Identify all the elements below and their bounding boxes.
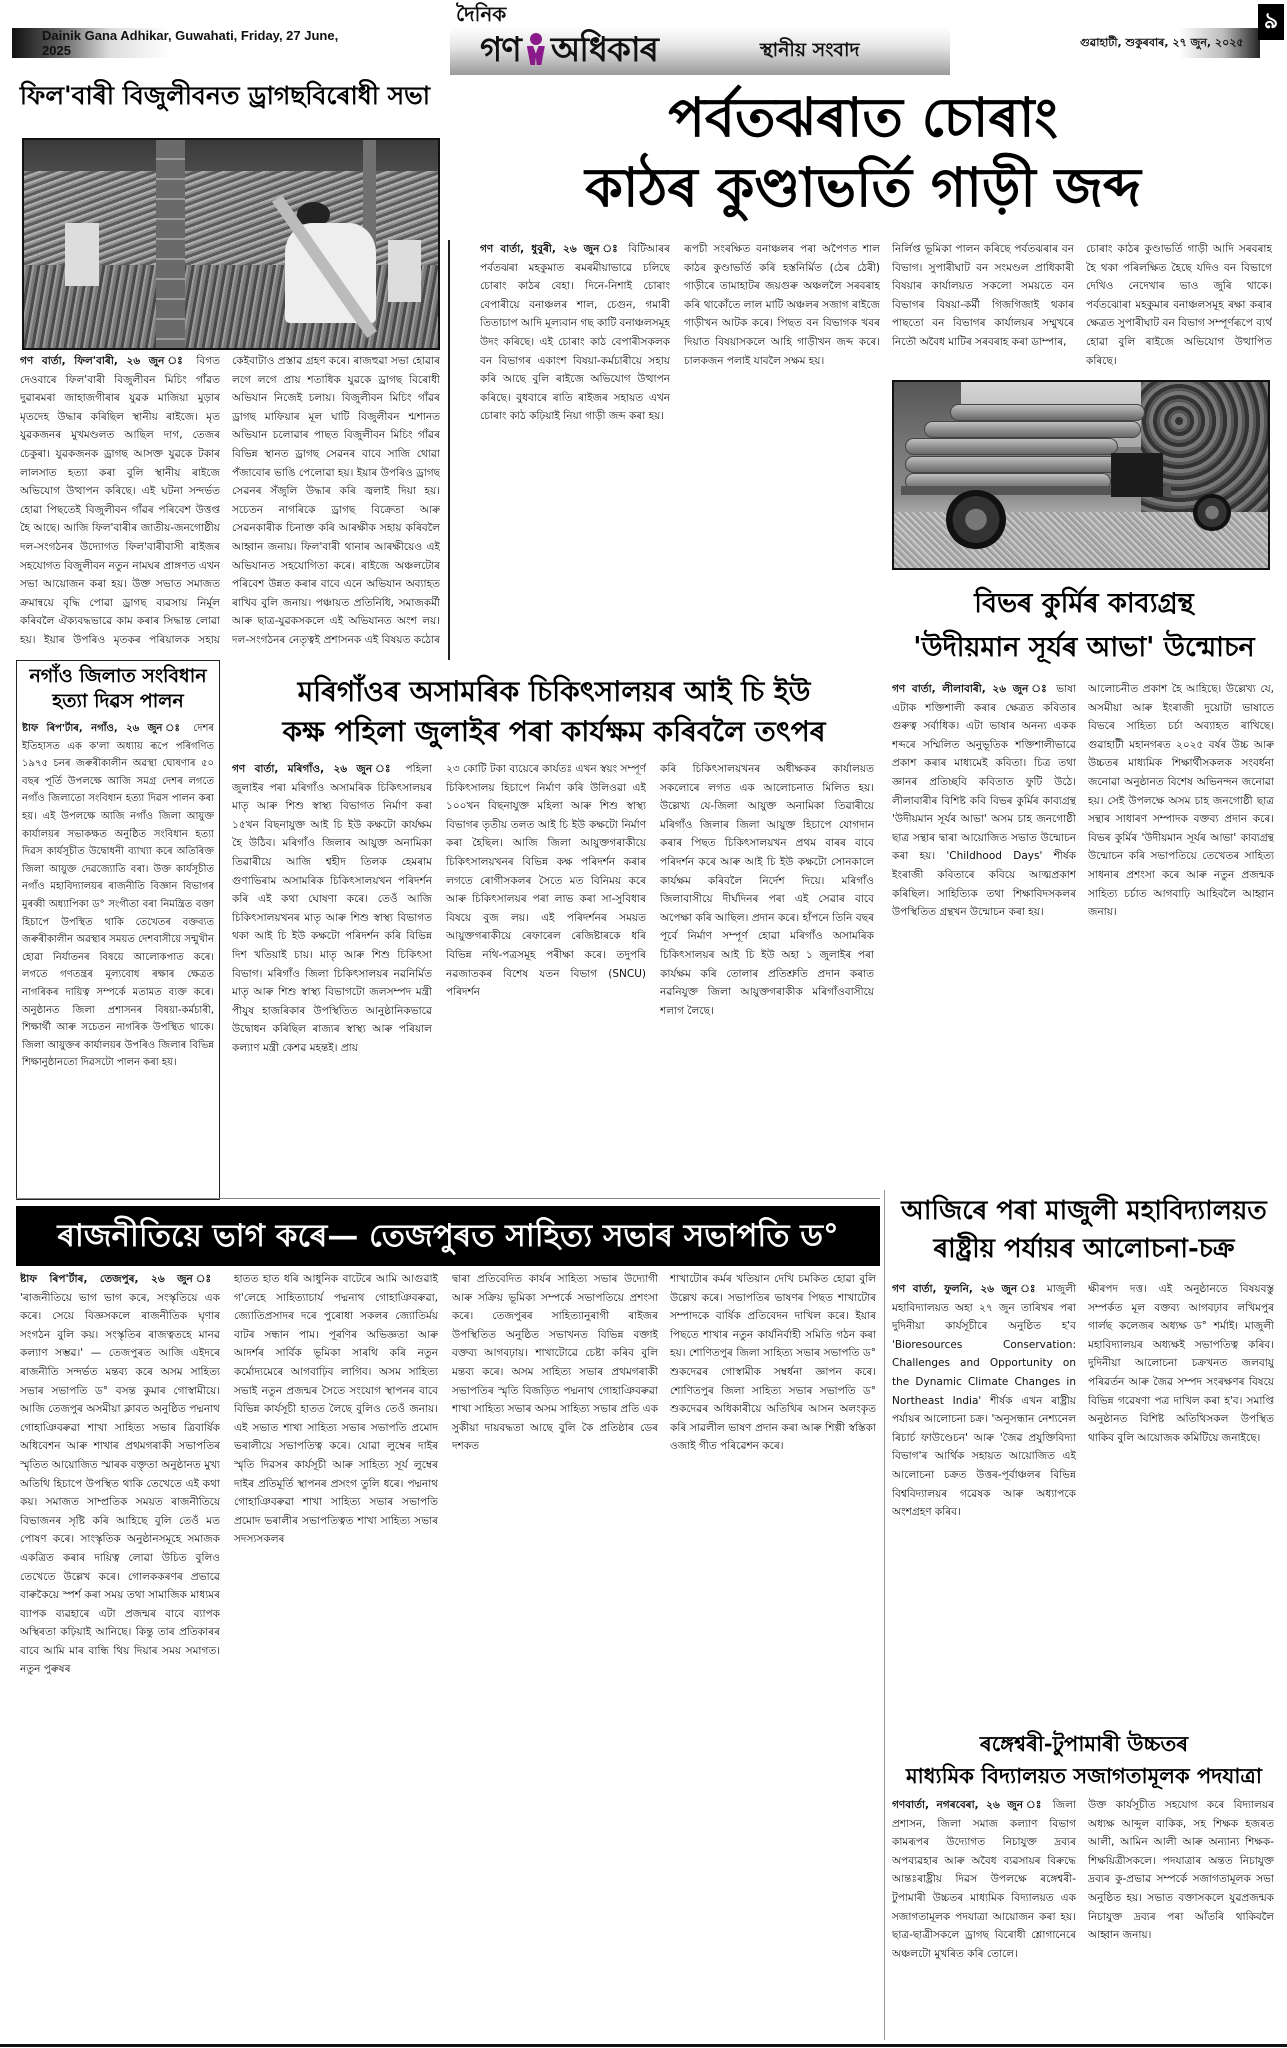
rangeshwari-col-2 (1088, 1796, 1274, 2040)
rangeshwari-headline-line-1: ৰঙ্গেশ্বৰী-টুপামাৰী উচ্চতৰ (979, 1731, 1189, 1756)
page-number: ৯ (1258, 4, 1284, 40)
timber-dateline: গণ বাৰ্তা, ধুবুৰী, ২৬ জুন ঃ (480, 243, 629, 255)
masthead (0, 0, 1287, 70)
drug-meeting-dateline: গণ বাৰ্তা, ফিল'বাৰী, ২৬ জুন ঃ (20, 355, 197, 367)
poetry-book-headline-line-2: 'উদীয়মান সূৰ্যৰ আভা' উন্মোচন (913, 632, 1255, 663)
timber-headline (448, 82, 1278, 222)
tezpur-dateline: ষ্টাফ ৰিপ'ৰ্টাৰ, তেজপুৰ, ২৬ জুন ঃ (20, 1273, 220, 1285)
majuli-seminar-headline (888, 1192, 1280, 1268)
column-divider (884, 1190, 885, 2040)
icu-text-1: পহিলা জুলাইৰ পৰা মৰিগাঁও অসামৰিক চিকিৎসালয়ৰ মাতৃ আৰু শিশু স্বাস্থ্য বিভাগত নিৰ্মাণ কৰা ১৫খন বিছনাযুক্ত আই চি ইউ কক্ষটো কাৰ্যক্ষম হৈ উঠিব। মৰিগাঁও জিলাৰ আয়ুক্ত অনামিকা তিৱাৰীয়ে আজি শ্বহীদ তিলক হেমৰাম গুণাভিৰাম অসামৰিক চিকিৎসালয়খন পৰিদৰ্শন কৰি এই কথা ঘোষণা কৰে। তেওঁ আজি চিকিৎসালয়খনৰ মাতৃ আৰু শিশু স্বাস্থ্য বিভাগত থকা আই চি ইউ কক্ষটো পৰিদৰ্শন কৰি বিভিন্ন দিশ খতিয়াই চায়। মাতৃ আৰু শিশু চিকিৎসা বিভাগ। মৰিগাঁও জিলা চিকিৎসালয়ৰ নৱনিৰ্মিত মাতৃ আৰু শিশু স্বাস্থ্য বিভাগটো জলসম্পদ মন্ত্ৰী পীযুষ হাজৰিকাৰ উপস্থিতিত আনুষ্ঠানিকভাৱে উদ্বোধন কৰিছিল ৰাজ্যৰ স্বাস্থ্য আৰু পৰিয়াল কল্যাণ মন্ত্ৰী কেশৱ মহন্তই। প্ৰায় (232, 763, 432, 1054)
daily-label: দৈনিক (456, 2, 507, 26)
poetry-book-headline-line-1: বিভৰ কুৰ্মিৰ কাব্যগ্ৰন্থ (974, 588, 1194, 619)
majuli-seminar-col-1 (892, 1280, 1076, 1720)
rangeshwari-headline-line-2: মাধ্যমিক বিদ্যালয়ত সজাগতামূলক পদযাত্ৰা (906, 1763, 1262, 1788)
timber-text-2: ৰূপচী সংৰক্ষিত বনাঞ্চলৰ পৰা অপৈণত শাল কাঠৰ কুণ্ডাভৰ্তি কৰি হস্তনিৰ্মিত (ঠেৰ ঠেৰী) গাড়ীৰে তামাহাটৰ জয়গুৰু অঞ্চললৈ সৰবৰাহ কৰি থাকোঁতে লাল মাটি অঞ্চলৰ সজাগ ৰাইজে গাড়ীখন আটক কৰে। পিছত বন বিভাগক খবৰ দিয়াত বিষয়াসকলে আহি গাড়ীখন জব্দ কৰে। চালকজন পলাই যাবলৈ সক্ষম হয়। (684, 243, 880, 367)
tezpur-headline: ৰাজনীতিয়ে ভাগ কৰে— তেজপুৰত সাহিত্য সভাৰ সভাপতি ড° গোস্বামী (57, 1218, 839, 1314)
poetry-book-dateline: গণ বাৰ্তা, লীলাবাৰী, ২৬ জুন ঃ (892, 683, 1057, 695)
timber-text-3: নিৰ্লিপ্ত ভূমিকা পালন কৰিছে পৰ্বতঝৰাৰ বন বিভাগ। সুপাৰীঘাট বন সংমণ্ডল প্ৰাধিকাৰী বিষয়াৰ কাৰ্যালয়ত সকলো সময়তে বন বিভাগৰ বিষয়া-কৰ্মী গিজগিজাই থকাৰ পাছতো বন বিভাগৰ কাৰ্যালয়ৰ সম্মুখৰে নিতৌ অবৈধ মাটিৰ সৰবৰাহ কৰা ডাম্পাৰ, (892, 243, 1074, 348)
majuli-seminar-col-2 (1088, 1280, 1274, 1720)
section-title: স্থানীয় সংবাদ (760, 39, 860, 61)
majuli-seminar-text-2: ক্ষীৰপদ দত্ত। এই অনুষ্ঠানতে বিষয়বস্তু সম্পৰ্কত মূল বক্তব্য আগবঢ়াব লখিমপুৰ গাৰ্লছ কলেজৰ অধ্যক্ষ ড° শৰ্মাই। মাজুলী মহাবিদ্যালয়ৰ অধ্যক্ষই সভাপতিত্ব কৰিব। দুদিনীয়া আলোচনা চক্ৰখনত জলবায়ু পৰিৱৰ্তন আৰু জৈৱ সম্পদ সংৰক্ষণৰ বিষয়ে বিভিন্ন গৱেষণা পত্ৰ দাখিল কৰা হ'ব। সমাপ্তি অনুষ্ঠানত বিশিষ্ট অতিথিসকল উপস্থিত থাকিব বুলি আয়োজক কমিটিয়ে জনাইছে। (1088, 1283, 1274, 1444)
icu-col-2 (446, 760, 646, 1200)
tezpur-col-4 (670, 1270, 876, 2040)
poetry-book-col-2 (1088, 680, 1274, 1180)
timber-text-4: চোৰাং কাঠৰ কুণ্ডাভৰ্তি গাড়ী আদি সৰবৰাহ হৈ থকা পৰিলক্ষিত হৈছে যদিও বন বিভাগে দেখিও নেদেখাৰ ভাও জুৰি থাকে। পৰ্বতঝোৰা মহকুমাৰ বনাঞ্চলসমূহ ৰক্ষা কৰাৰ ক্ষেত্ৰত সুপাৰীঘাট বন বিভাগ সম্পূৰ্ণৰূপে ব্যৰ্থ হোৱা বুলি ৰাইজে অভিযোগ উত্থাপিত কৰিছে। (1086, 243, 1272, 367)
column-divider (448, 240, 450, 660)
tezpur-col-3 (452, 1270, 658, 2040)
newspaper-logo (480, 30, 658, 70)
masthead-english-dateline: Dainik Gana Adhikar, Guwahati, Friday, 27 June, 2025 (42, 28, 339, 58)
tezpur-text-1: 'ৰাজনীতিয়ে ভাগ ভাগ কৰে, সংস্কৃতিয়ে এক কৰে। সেয়ে বিজ্ঞসকলে ৰাজনীতিক ঘৃণাৰ সংগঠন বুলি কয়। সংস্কৃতিৰ ৰাজত্বতহে মানৱ কল্যাণ সম্ভৱ।' — তেজপুৰত আজি এইদৰে ৰাজনীতি সন্দৰ্ভত মন্তব্য কৰে অসম সাহিত্য সভাৰ সভাপতি ড° বসন্ত কুমাৰ গোস্বামীয়ে। আজি তেজপুৰ অসমীয়া ক্লাবত অনুষ্ঠিত পদ্মনাথ গোহাঞিবৰুৱা শাখা সাহিত্য সভাৰ ত্ৰিবাৰ্ষিক অধিবেশন আৰু শাখাৰ প্ৰথমগৰাকী সভাপতিৰ স্মৃতিত আয়োজিত স্মাৰক বক্তৃতা অনুষ্ঠানত মুখ্য অতিথি হিচাপে উপস্থিত থাকি তেখেতে এই কথা কয়। সমাজত সাম্প্ৰতিক সময়ত ৰাজনীতিয়ে বিভাজনৰ সৃষ্টি কৰি আহিছে বুলি তেওঁ মত পোষণ কৰে। সাংস্কৃতিক অনুষ্ঠানসমূহে সমাজক একত্ৰিত কৰাৰ দায়িত্ব লোৱা উচিত বুলিও তেখেতে উল্লেখ কৰে। গোলককৰণৰ প্ৰভাৱে বাৰুকৈয়ে স্পৰ্শ কৰা সময় তথা সামাজিক মাধ্যমৰ ব্যাপক ব্যৱহাৰে এটা প্ৰজন্মৰ বাবে ব্যাপক অস্থিৰতা কঢ়িয়াই আনিছে। কিন্তু তাৰ প্ৰতিকাৰৰ বাবে আমি মাৰ বান্ধি থিয় দিয়াৰ সময় সমাগত। নতুন পুৰুষৰ (20, 1291, 220, 1676)
drug-meeting-col-2 (232, 352, 440, 652)
page-bottom-rule (0, 2044, 1287, 2047)
poetry-book-headline (888, 582, 1280, 670)
timber-col-1 (480, 240, 670, 660)
drug-meeting-text-1: বিগত দেওবাৰে ফিল'বাৰী বিজুলীবন মিচিং গাঁৱত দুৱাৰমৰা জাহাজগীৰাৰ যুৱক মাজিয়া মুড়াৰ মৃতদেহ উদ্ধাৰ কৰিছিল স্থানীয় ৰাইজে। মৃত যুৱকজনৰ মুখমণ্ডলত আছিল দাগ, তেজৰ চেকুৰা। যুৱকজনক ড্ৰাগছ আসক্ত যুৱকে টকাৰ লালসাত হত্যা কৰা বুলি স্থানীয় ৰাইজে অভিযোগ উত্থাপন কৰিছে। এই ঘটনা সন্দৰ্ভত হোৱা পিছতেই বিজুলীবন গাঁৱৰ পৰিবেশ উত্তপ্ত হৈ আছে। আজি ফিল'বাৰীৰ জাতীয়-জনগোষ্ঠীয় দল-সংগঠনৰ উদ্যোগত ফিল'বাৰীবাসী ৰাইজৰ সহযোগত বিজুলীবন নতুন নামঘৰ প্ৰাঙ্গণত এখন সভা আয়োজন কৰা হয়। উক্ত সভাত সমাজত ক্ৰমান্বয়ে বৃদ্ধি পোৱা ড্ৰাগছ ব্যৱসায় নিৰ্মূল কৰিবলৈ ঐক্যবদ্ধভাৱে কাম কৰাৰ সিদ্ধান্ত লোৱা হয়। ইয়াৰ উপৰিও মৃতকৰ পৰিয়ালক সহায় (20, 355, 220, 646)
drug-meeting-text-2: কেইবাটাও প্ৰস্তাৱ গ্ৰহণ কৰে। ৰাজহুৱা সভা হোৱাৰ লগে লগে প্ৰায় শতাধিক যুৱকে ড্ৰাগছ বিৰোধী অভিযান নিজেই চলায়। বিজুলীবন মিচিং গাঁৱৰ ড্ৰাগছ মাফিয়াৰ মূল ঘাটি বিজুলীবন শ্মশানত অভিযান চলোৱাৰ পাছত বিজুলীবন মিচিং গাঁৱৰ বিভিন্ন স্থানত ড্ৰাগছ সেৱনৰ বাবে সাজি থোৱা পঁজাবোৰ ভাঙি পেলোৱা হয়। ইয়াৰ উপৰিও ড্ৰাগছ সেৱনৰ সঁজুলি উদ্ধাৰ কৰি জ্বলাই দিয়া হয়। সচেতন নাগৰিকে ড্ৰাগছ বিক্ৰেতা আৰু সেৱনকাৰীক চিনাক্ত কৰি আৰক্ষীক সহায় কৰিবলৈ আহ্বান জনায়। ফিল'বাৰী থানাৰ আৰক্ষীয়েও এই অভিযানত সহযোগিতা কৰে। ৰাইজে অঞ্চলটোৰ পৰিবেশ উন্নত কৰাৰ বাবে এনে অভিযান অব্যাহত ৰাখিব বুলি জনায়। পঞ্চায়ত প্ৰতিনিধি, সমাজকৰ্মী আৰু ছাত্ৰ-যুৱকসকলে এই অভিযানত অংশ লয়। দল-সংগঠনৰ নেতৃত্বই প্ৰশাসনক এই বিষয়ত কঠোৰ (232, 355, 440, 646)
masthead-assamese-dateline: গুৱাহাটী, শুকুৰবাৰ, ২৭ জুন, ২০২৫ (1080, 35, 1244, 49)
constitution-day-headline (20, 664, 216, 714)
section-divider (16, 1198, 880, 1199)
constitution-day-body (22, 720, 214, 1194)
majuli-seminar-dateline: গণ বাৰ্তা, ফুলনি, ২৬ জুন ঃ (892, 1283, 1047, 1295)
icu-headline (228, 672, 880, 752)
majuli-seminar-headline-line-1: আজিৰে পৰা মাজুলী মহাবিদ্যালয়ত (901, 1196, 1267, 1226)
constitution-day-headline-line-1: নগাঁও জিলাত সংবিধান (29, 665, 207, 687)
timber-text-1: বিটিআৰৰ পৰ্বতঝৰা মহকুমাত ৰমৰমীয়াভাৱে চলিছে চোৰাং কাঠৰ বেহা। দিনে-নিশাই চোৰাং বেপাৰীয়ে বনাঞ্চলৰ শাল, চেগুন, গমাৰী তিতাচাপ আদি মূল্যবান গছ কাটি বনাঞ্চলসমূহ উদং কৰিছে। এই চোৰাং কাঠ বেপাৰীসকলক বন বিভাগৰ একাংশ বিষয়া-কৰ্মচাৰীয়ে সহায় কৰি আছে বুলি ৰাইজে অভিযোগ উত্থাপন কৰিছে। বুধবাৰে ৰাতি ৰাইজৰ সহায়ত এখন চোৰাং কাঠ কঢ়িয়াই নিয়া গাড়ী জব্দ কৰা হয়। (480, 243, 670, 423)
timber-col-2 (684, 240, 880, 660)
icu-dateline: গণ বাৰ্তা, মৰিগাঁও, ২৬ জুন ঃ (232, 763, 406, 775)
timber-headline-line-2: কাঠৰ কুণ্ডাভৰ্তি গাড়ী জব্দ (585, 155, 1141, 219)
majuli-seminar-headline-line-2: ৰাষ্ট্ৰীয় পৰ্যায়ৰ আলোচনা-চক্ৰ (933, 1234, 1235, 1264)
logo-word-adhikar: অধিকাৰ (550, 30, 658, 70)
rangeshwari-dateline: গণবাৰ্তা, নগৰবেৰা, ২৬ জুন ঃ (892, 1799, 1053, 1811)
logo-word-gana: গণ (480, 30, 521, 70)
newspaper-logo-block (450, 0, 950, 70)
timber-col-3 (892, 240, 1074, 380)
poetry-book-text-2: আলোচনীত প্ৰকাশ হৈ আহিছে। উল্লেখ্য যে, অসমীয়া আৰু ইংৰাজী দুয়োটা ভাষাতে বিভৰে সাহিত্য চৰ্চা অব্যাহত ৰাখিছে। গুৱাহাটী মহানগৰত ২০২৫ বৰ্ষৰ উচ্চ আৰু উচ্চতৰ মাধ্যমিক শিক্ষাৰ্থীসকলক সংবৰ্ধনা জনোৱা অনুষ্ঠানত বিশেষ অভিনন্দন জনোৱা হয়। সেই উপলক্ষে অসম চাহ জনগোষ্ঠী ছাত্ৰ সন্থাৰ সাধাৰণ সম্পাদক বক্তব্য প্ৰদান কৰে। বিভৰ কুৰ্মিৰ 'উদীয়মান সূৰ্যৰ আভা' কাব্যগ্ৰন্থ উন্মোচন কৰি সভাপতিয়ে তেখেতৰ সাহিত্য সাধনাৰ প্ৰশংসা কৰে আৰু নতুন প্ৰজন্মক সাহিত্য চৰ্চাত আগবাঢ়ি আহিবলৈ আহ্বান জনায়। (1088, 683, 1274, 919)
tezpur-col-2 (234, 1270, 438, 2040)
tezpur-text-2: হাতত হাত ধৰি আধুনিক বাটেৰে আমি আগুৱাই গ'লেহে সাহিত্যাচাৰ্য পদ্মনাথ গোহাঞিবৰুৱা, জ্যোতিপ্ৰসাদৰ দৰে পুৰোধা সকলৰ জ্যোতিৰ্ময় বাটৰ সন্ধান পাম। পূৰণিৰ অভিজ্ঞতা আৰু আদৰ্শৰ সাৰ্বিক ভূমিকা সাৰথি কৰি নতুন কৰ্মোদ্যমেৰে আগবাঢ়িব লাগিব। অসম সাহিত্য সভাই নতুন প্ৰজন্মৰ সৈতে সংযোগ স্থাপনৰ বাবে বিভিন্ন কাৰ্যসূচী হাতত লৈছে বুলিও তেওঁ জনায়। এই সভাত শাখা সাহিত্য সভাৰ সভাপতি প্ৰমোদ ভৰালীয়ে সভাপতিত্ব কৰে। যোৱা লুম্বেৰ দাইৰ স্মৃতি দিৱসৰ কাৰ্যসূচী আৰু সাহিত্য সূৰ্য লুম্বেৰ দাইৰ প্ৰতিমূৰ্তি স্থাপনৰ প্ৰসংগ তুলি ধৰে। পদ্মনাথ গোহাঞিবৰুৱা শাখা সাহিত্য সভাৰ সভাপতি প্ৰমোদ ভৰালীৰ সভাপতিত্বত শাখা সাহিত্য সভাৰ সদস্যসকলৰ (234, 1273, 438, 1546)
icu-headline-line-2: কক্ষ পহিলা জুলাইৰ পৰা কাৰ্যক্ষম কৰিবলৈ তৎপৰ (282, 715, 826, 748)
icu-text-2: ২৩ কোটি টকা ব্যয়েৰে কাৰ্যতঃ এখন স্বয়ং সম্পূৰ্ণ চিকিৎসালয় হিচাপে নিৰ্মাণ কৰি উলিওৱা এই ১০০খন বিছনাযুক্ত মহিলা আৰু শিশু স্বাস্থ্য বিভাগৰ তৃতীয় তলত আই চি ইউ কক্ষটো নিৰ্মাণ কৰা হৈছিল। আজি জিলা আয়ুক্তগৰাকীয়ে চিকিৎসালয়খনৰ বিভিন্ন কক্ষ পৰিদৰ্শন কৰাৰ লগতে ৰোগীসকলৰ সৈতে মত বিনিময় কৰে আৰু চিকিৎসালয়ৰ পৰা লাভ কৰা সা-সুবিধাৰ বিষয়ে বুজ লয়। এই পৰিদৰ্শনৰ সময়ত আয়ুক্তগৰাকীয়ে ৰেফাৰেল ৰেজিষ্টাৰকে ধৰি বিভিন্ন নথি-পত্ৰসমূহ পৰীক্ষা কৰে। তদুপৰি নৱজাতকৰ বিশেষ যতন বিভাগ (SNCU) পৰিদৰ্শন (446, 763, 646, 999)
drug-meeting-headline: ফিল'বাৰী বিজুলীবনত ড্ৰাগছবিৰোধী সভা (19, 81, 431, 110)
villagers-demolishing-hut-photo (22, 138, 440, 350)
constitution-day-headline-line-2: হত্যা দিৱস পালন (52, 690, 184, 712)
rangeshwari-col-1 (892, 1796, 1076, 2040)
timber-headline-line-1: পৰ্বতঝৰাত চোৰাং (668, 85, 1058, 149)
constitution-day-text: দেশৰ ইতিহাসত এক ক'লা অধ্যায় ৰূপে পৰিগণিত ১৯৭৫ চনৰ জৰুৰীকালীন অৱস্থা ঘোষণাৰ ৫০ বছৰ পূৰ্তি উপলক্ষে আজি সমগ্ৰ দেশৰ লগতে নগাঁও জিলাতো সংবিধান হত্যা দিৱস পালন কৰা হয়। এই উপলক্ষে আজি নগাঁও জিলা আয়ুক্ত কাৰ্যালয়ৰ সভাকক্ষত অনুষ্ঠিত সংবিধান হত্যা দিৱস কাৰ্যসূচীত উদ্বোধনী ব্যাখ্যা কৰে অতিৰিক্ত জিলা আয়ুক্ত দেৱজ্যোতি বৰা। উক্ত কাৰ্যসূচীত নগাঁও মহাবিদ্যালয়ৰ ৰাজনীতি বিজ্ঞান বিভাগৰ মুৰব্বী অধ্যাপিকা ড° সংগীতা বৰা নিমন্ত্ৰিত বক্তা হিচাপে উপস্থিত থাকি তেখেতৰ বক্তব্যত জৰুৰীকালীন অৱস্থাৰ সময়ত দেশবাসীয়ে সন্মুখীন হোৱা নিৰ্যাতনৰ বিষয়ে আলোকপাত কৰে। লগতে গণতন্ত্ৰৰ মূল্যবোধ ৰক্ষাৰ ক্ষেত্ৰত নাগৰিকৰ দায়িত্ব সম্পৰ্কে মতামত ব্যক্ত কৰে। অনুষ্ঠানত জিলা প্ৰশাসনৰ বিষয়া-কৰ্মচাৰী, শিক্ষাৰ্থী আৰু সচেতন নাগৰিক উপস্থিত থাকে। জিলা আয়ুক্তৰ কাৰ্যালয়ৰ উপৰিও জিলাৰ বিভিন্ন শিক্ষানুষ্ঠানতো দিৱসটো পালন কৰা হয়। (22, 723, 214, 1069)
icu-text-3: কৰি চিকিৎসালয়খনৰ অধীক্ষকৰ কাৰ্যালয়ত সকলোৰে লগত এক আলোচনাত মিলিত হয়। উল্লেখ্য যে-জিলা আয়ুক্ত অনামিকা তিৱাৰীয়ে মৰিগাঁও জিলাৰ জিলা আয়ুক্ত হিচাপে যোগদান কৰাৰ পিছত চিকিৎসালয়খন প্ৰথম বাৰৰ বাবে পৰিদৰ্শন কৰে আৰু আই চি ইউ কক্ষটো সোনকালে কাৰ্যক্ষম কৰিবলৈ নিৰ্দেশ দিয়ে। মৰিগাঁও জিলাবাসীয়ে দীৰ্ঘদিনৰ পৰা এই সেৱাৰ বাবে অপেক্ষা কৰি আছিল। প্ৰদান কৰে। হাঁপনে তিনি বছৰ পূৰ্বে নিৰ্মাণ সম্পূৰ্ণ হোৱা মৰিগাঁও অসামৰিক চিকিৎসালয়ৰ আই চি ইউ অহা ১ জুলাইৰ পৰা কাৰ্যক্ষম কৰি তোলাৰ প্ৰতিশ্ৰুতি প্ৰদান কৰাত নৱনিযুক্ত জিলা আয়ুক্তগৰাকীক মৰিগাঁওবাসীয়ে শলাগ লৈছে। (660, 763, 874, 1017)
masthead-right-bar (1080, 28, 1260, 58)
icu-col-1 (232, 760, 432, 1200)
poetry-book-text-1: ভাষা এটাক শক্তিশালী কৰাৰ ক্ষেত্ৰত কবিতাৰ গুৰুত্ব সৰ্বাধিক। এটা ভাষাৰ অনন্য একক শব্দৰে সম্মিলিত অনুভূতিক শক্তিশালীভাৱে প্ৰকাশ কৰাৰ মাধ্যমেই কবিতা। চিত্ৰ তথা জ্ঞানৰ প্ৰতিচ্ছবি কবিতাত ফুটি উঠে। লীলাবাৰীৰ বিশিষ্ট কবি বিভৰ কুৰ্মিৰ কাব্যগ্ৰন্থ 'উদীয়মান সূৰ্যৰ আভা' অসম চাহ জনগোষ্ঠী ছাত্ৰ সন্থাৰ দ্বাৰা আয়োজিত সভাত উন্মোচন কৰা হয়। 'Childhood Days' শীৰ্ষক ইংৰাজী কবিতাৰে কবিয়ে আত্মপ্ৰকাশ কৰিছিল। সাহিত্যিক তথা শিক্ষাবিদসকলৰ উপস্থিতিত গ্ৰন্থখন উন্মোচন কৰা হয়। (892, 683, 1076, 919)
timber-col-4 (1086, 240, 1272, 380)
icu-col-3 (660, 760, 874, 1200)
tezpur-text-3: দ্বাৰা প্ৰতিবেদিত কাৰ্যৰ সাহিত্য সভাৰ উদ্যোগী আৰু সক্ৰিয় ভূমিকা সম্পৰ্কে সভাপতিয়ে প্ৰশংসা কৰে। তেজপুৰৰ সাহিত্যানুৰাগী ৰাইজৰ উপস্থিতিত অনুষ্ঠিত সভাখনত বিভিন্ন বক্তাই বক্তব্য আগবঢ়ায়। শাখাটোৱে চেষ্টা কৰিব বুলি মন্তব্য কৰে। অসম সাহিত্য সভাৰ প্ৰথমগৰাকী সভাপতিৰ স্মৃতি বিজড়িত পদ্মনাথ গোহাঞিবৰুৱা শাখা সাহিত্য সভাৰ অসম সাহিত্য সভাৰ প্ৰতি এক সুকীয়া দায়বদ্ধতা আছে বুলি কৈ প্ৰতিষ্ঠাৰ ডেৰ দশকত (452, 1273, 658, 1453)
tezpur-text-4: শাখাটোৰ কৰ্মৰ খতিয়ান দেখি চমকিত হোৱা বুলি উল্লেখ কৰে। সভাপতিৰ ভাষণৰ পিছত শাখাটোৰ সম্পাদকে বাৰ্ষিক প্ৰতিবেদন দাখিল কৰে। ইয়াৰ পিছতে শাখাৰ নতুন কাৰ্যনিৰ্বাহী সমিতি গঠন কৰা হয়। শোণিতপুৰ জিলা সাহিত্য সভাৰ সভাপতি ড° শুকদেৱৰ গোস্বামীক সম্বৰ্ধনা জ্ঞাপন কৰে। শোণিতপুৰ জিলা সাহিত্য সভাৰ সভাপতি ড° শুকদেৱৰ অধিকাৰীয়ে অতিথিৰ আসন অলংকৃত কৰি সাৱলীল ভাষণ প্ৰদান কৰা আৰু শিল্পী স্বস্তিকা ওজাই গীত পৰিৱেশন কৰে। (670, 1273, 876, 1453)
poetry-book-col-1 (892, 680, 1076, 1180)
masthead-left-bar (12, 28, 362, 58)
rangeshwari-headline (888, 1728, 1280, 1792)
constitution-day-dateline: ষ্টাফ ৰিপ'ৰ্টাৰ, নগাঁও, ২৬ জুন ঃ (22, 723, 194, 734)
tezpur-col-1 (20, 1270, 220, 2040)
timber-truck-photo (892, 380, 1270, 570)
rangeshwari-text-1: জিলা প্ৰশাসন, জিলা সমাজ কল্যাণ বিভাগ কামৰূপৰ উদ্যোগত নিচাযুক্ত দ্ৰব্যৰ অপব্যৱহাৰ আৰু অবৈধ ব্যৱসায়ৰ বিৰুদ্ধে আন্তঃৰাষ্ট্ৰীয় দিৱস উপলক্ষে ৰঙ্গেশ্বৰী-টুপামাৰী উচ্চতৰ মাধ্যমিক বিদ্যালয়ত এক সজাগতামূলক পদযাত্ৰা আয়োজন কৰা হয়। ছাত্ৰ-ছাত্ৰীসকলে ড্ৰাগছ বিৰোধী শ্লোগানেৰে অঞ্চলটো মুখৰিত কৰি তোলে। (892, 1799, 1076, 1960)
rangeshwari-text-2: উক্ত কাৰ্যসূচীত সহযোগ কৰে বিদ্যালয়ৰ অধ্যক্ষ আব্দুল বাকিক, সহ শিক্ষক হজৰত আলী, আমিন আলী আৰু অন্যান্য শিক্ষক-শিক্ষয়িত্ৰীসকলে। পদযাত্ৰাৰ অন্তত নিচাযুক্ত দ্ৰব্যৰ কু-প্ৰভাৱ সম্পৰ্কে সজাগতামূলক সভা অনুষ্ঠিত হয়। সভাত বক্তাসকলে যুৱপ্ৰজন্মক নিচাযুক্ত দ্ৰব্যৰ পৰা আঁতৰি থাকিবলৈ আহ্বান জনায়। (1088, 1799, 1274, 1942)
majuli-seminar-text-1: মাজুলী মহাবিদ্যালয়ত অহা ২৭ জুন তাৰিখৰ পৰা দুদিনীয়া কাৰ্যসূচীৰে অনুষ্ঠিত হ'ব 'Bioresources Conservation: Challenges and Opportunity on the Dynamic Climate Changes in Northeast India' শীৰ্ষক এখন ৰাষ্ট্ৰীয় পৰ্যায়ৰ আলোচনা চক্ৰ। 'অনুসন্ধান নেশ্যনেল ৰিচাৰ্চ ফাউণ্ডেচন' আৰু 'জৈৱ প্ৰযুক্তিবিদ্যা বিভাগ'ৰ আৰ্থিক সহায়ত আয়োজিত এই আলোচনা চক্ৰত উত্তৰ-পূৰ্বাঞ্চলৰ বিভিন্ন বিশ্ববিদ্যালয়ৰ গৱেষক আৰু অধ্যাপকে অংশগ্ৰহণ কৰিব। (892, 1283, 1076, 1519)
icu-headline-line-1: মৰিগাঁওৰ অসামৰিক চিকিৎসালয়ৰ আই চি ইউ (297, 675, 811, 708)
drug-meeting-col-1 (20, 352, 220, 652)
family-figures-icon (525, 33, 547, 65)
